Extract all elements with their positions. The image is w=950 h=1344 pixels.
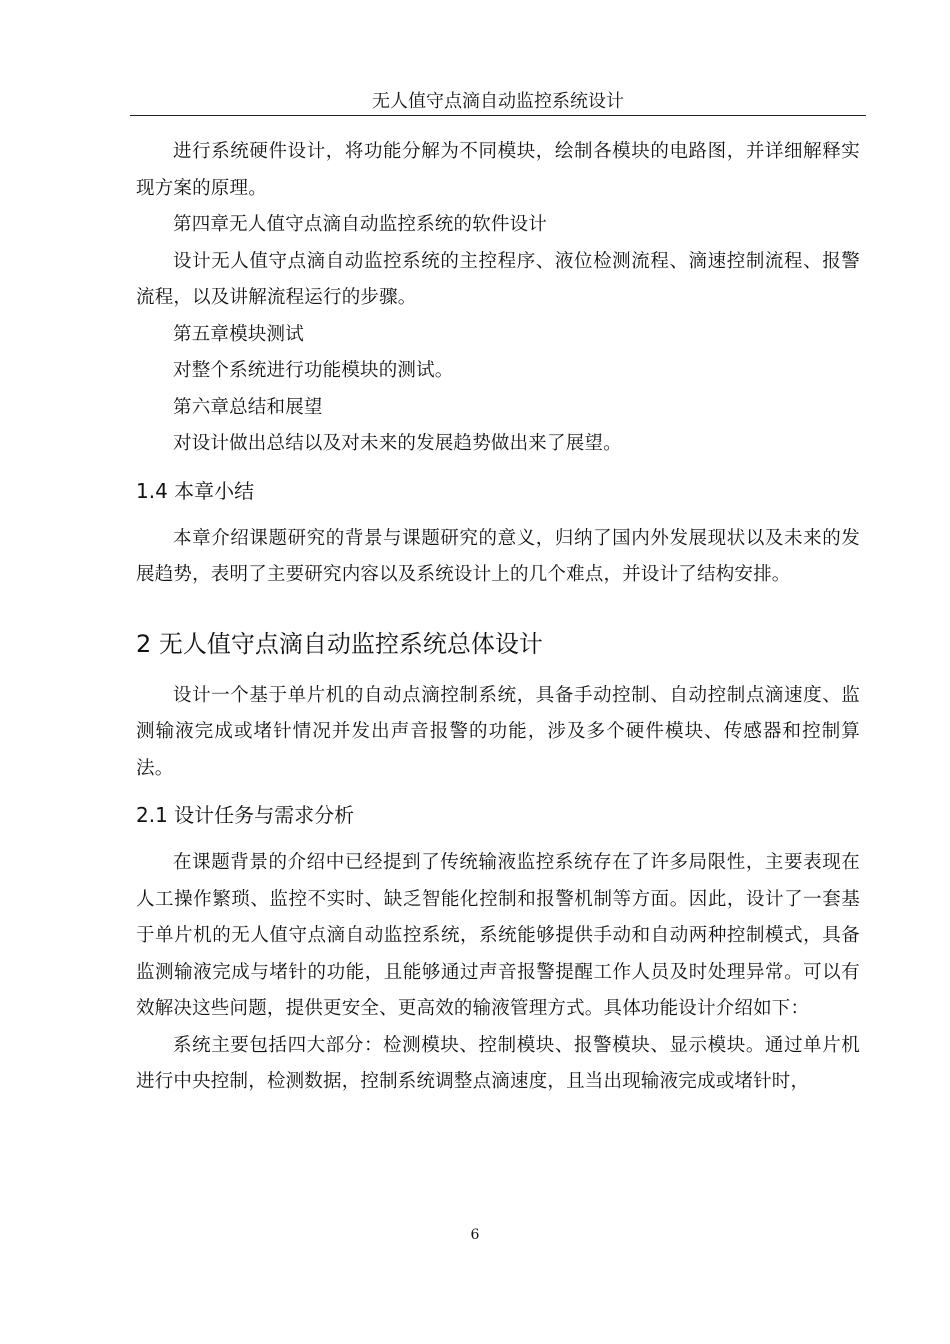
body-paragraph: 对整个系统进行功能模块的测试。 [173,360,454,381]
running-header: 无人值守点滴自动监控系统设计 [372,91,624,112]
body-paragraph: 设计一个基于单片机的自动点滴控制系统，具备手动控制、自动控制点滴速度、监测输液完成或堵针情况并发出声音报警的功能，涉及多个硬件模块、传感器和控制算法。 [136,684,860,779]
chapter-heading-2: 2 无人值守点滴自动监控系统总体设计 [136,629,543,658]
chapter-outline-item: 第五章模块测试 [173,323,304,345]
section-heading-1-4: 1.4 本章小结 [136,478,255,503]
page-body [136,134,860,1101]
section-heading-2-1: 2.1 设计任务与需求分析 [136,803,355,827]
page-number: 6 [470,1227,480,1243]
chapter-outline-item: 第六章总结和展望 [173,396,323,418]
header-rule [130,115,866,116]
chapter-outline-item: 第四章无人值守点滴自动监控系统的软件设计 [173,214,548,235]
body-paragraph: 设计无人值守点滴自动监控系统的主控程序、液位检测流程、滴速控制流程、报警流程，以及讲解流程运行的步骤。 [136,250,860,308]
body-paragraph: 在课题背景的介绍中已经提到了传统输液监控系统存在了许多局限性，主要表现在人工操作繁琐、监控不实时、缺乏智能化控制和报警机制等方面。因此，设计了一套基于单片机的无人值守点滴自动监控系统，系统能够提供手动和自动两种控制模式，具备监测输液完成与堵针的功能，且能够通过声音报警提醒工作人员及时处理异常。可以有效解决这些问题，提供更安全、更高效的输液管理方式。具体功能设计介绍如下： [136,852,860,1019]
body-paragraph: 进行系统硬件设计，将功能分解为不同模块，绘制各模块的电路图，并详细解释实现方案的原理。 [136,141,860,199]
body-paragraph: 系统主要包括四大部分：检测模块、控制模块、报警模块、显示模块。通过单片机进行中央控制，检测数据，控制系统调整点滴速度，且当出现输液完成或堵针时， [136,1034,860,1092]
body-paragraph: 对设计做出总结以及对未来的发展趋势做出来了展望。 [173,433,622,454]
body-paragraph: 本章介绍课题研究的背景与课题研究的意义，归纳了国内外发展现状以及未来的发展趋势，表明了主要研究内容以及系统设计上的几个难点，并设计了结构安排。 [136,527,860,585]
